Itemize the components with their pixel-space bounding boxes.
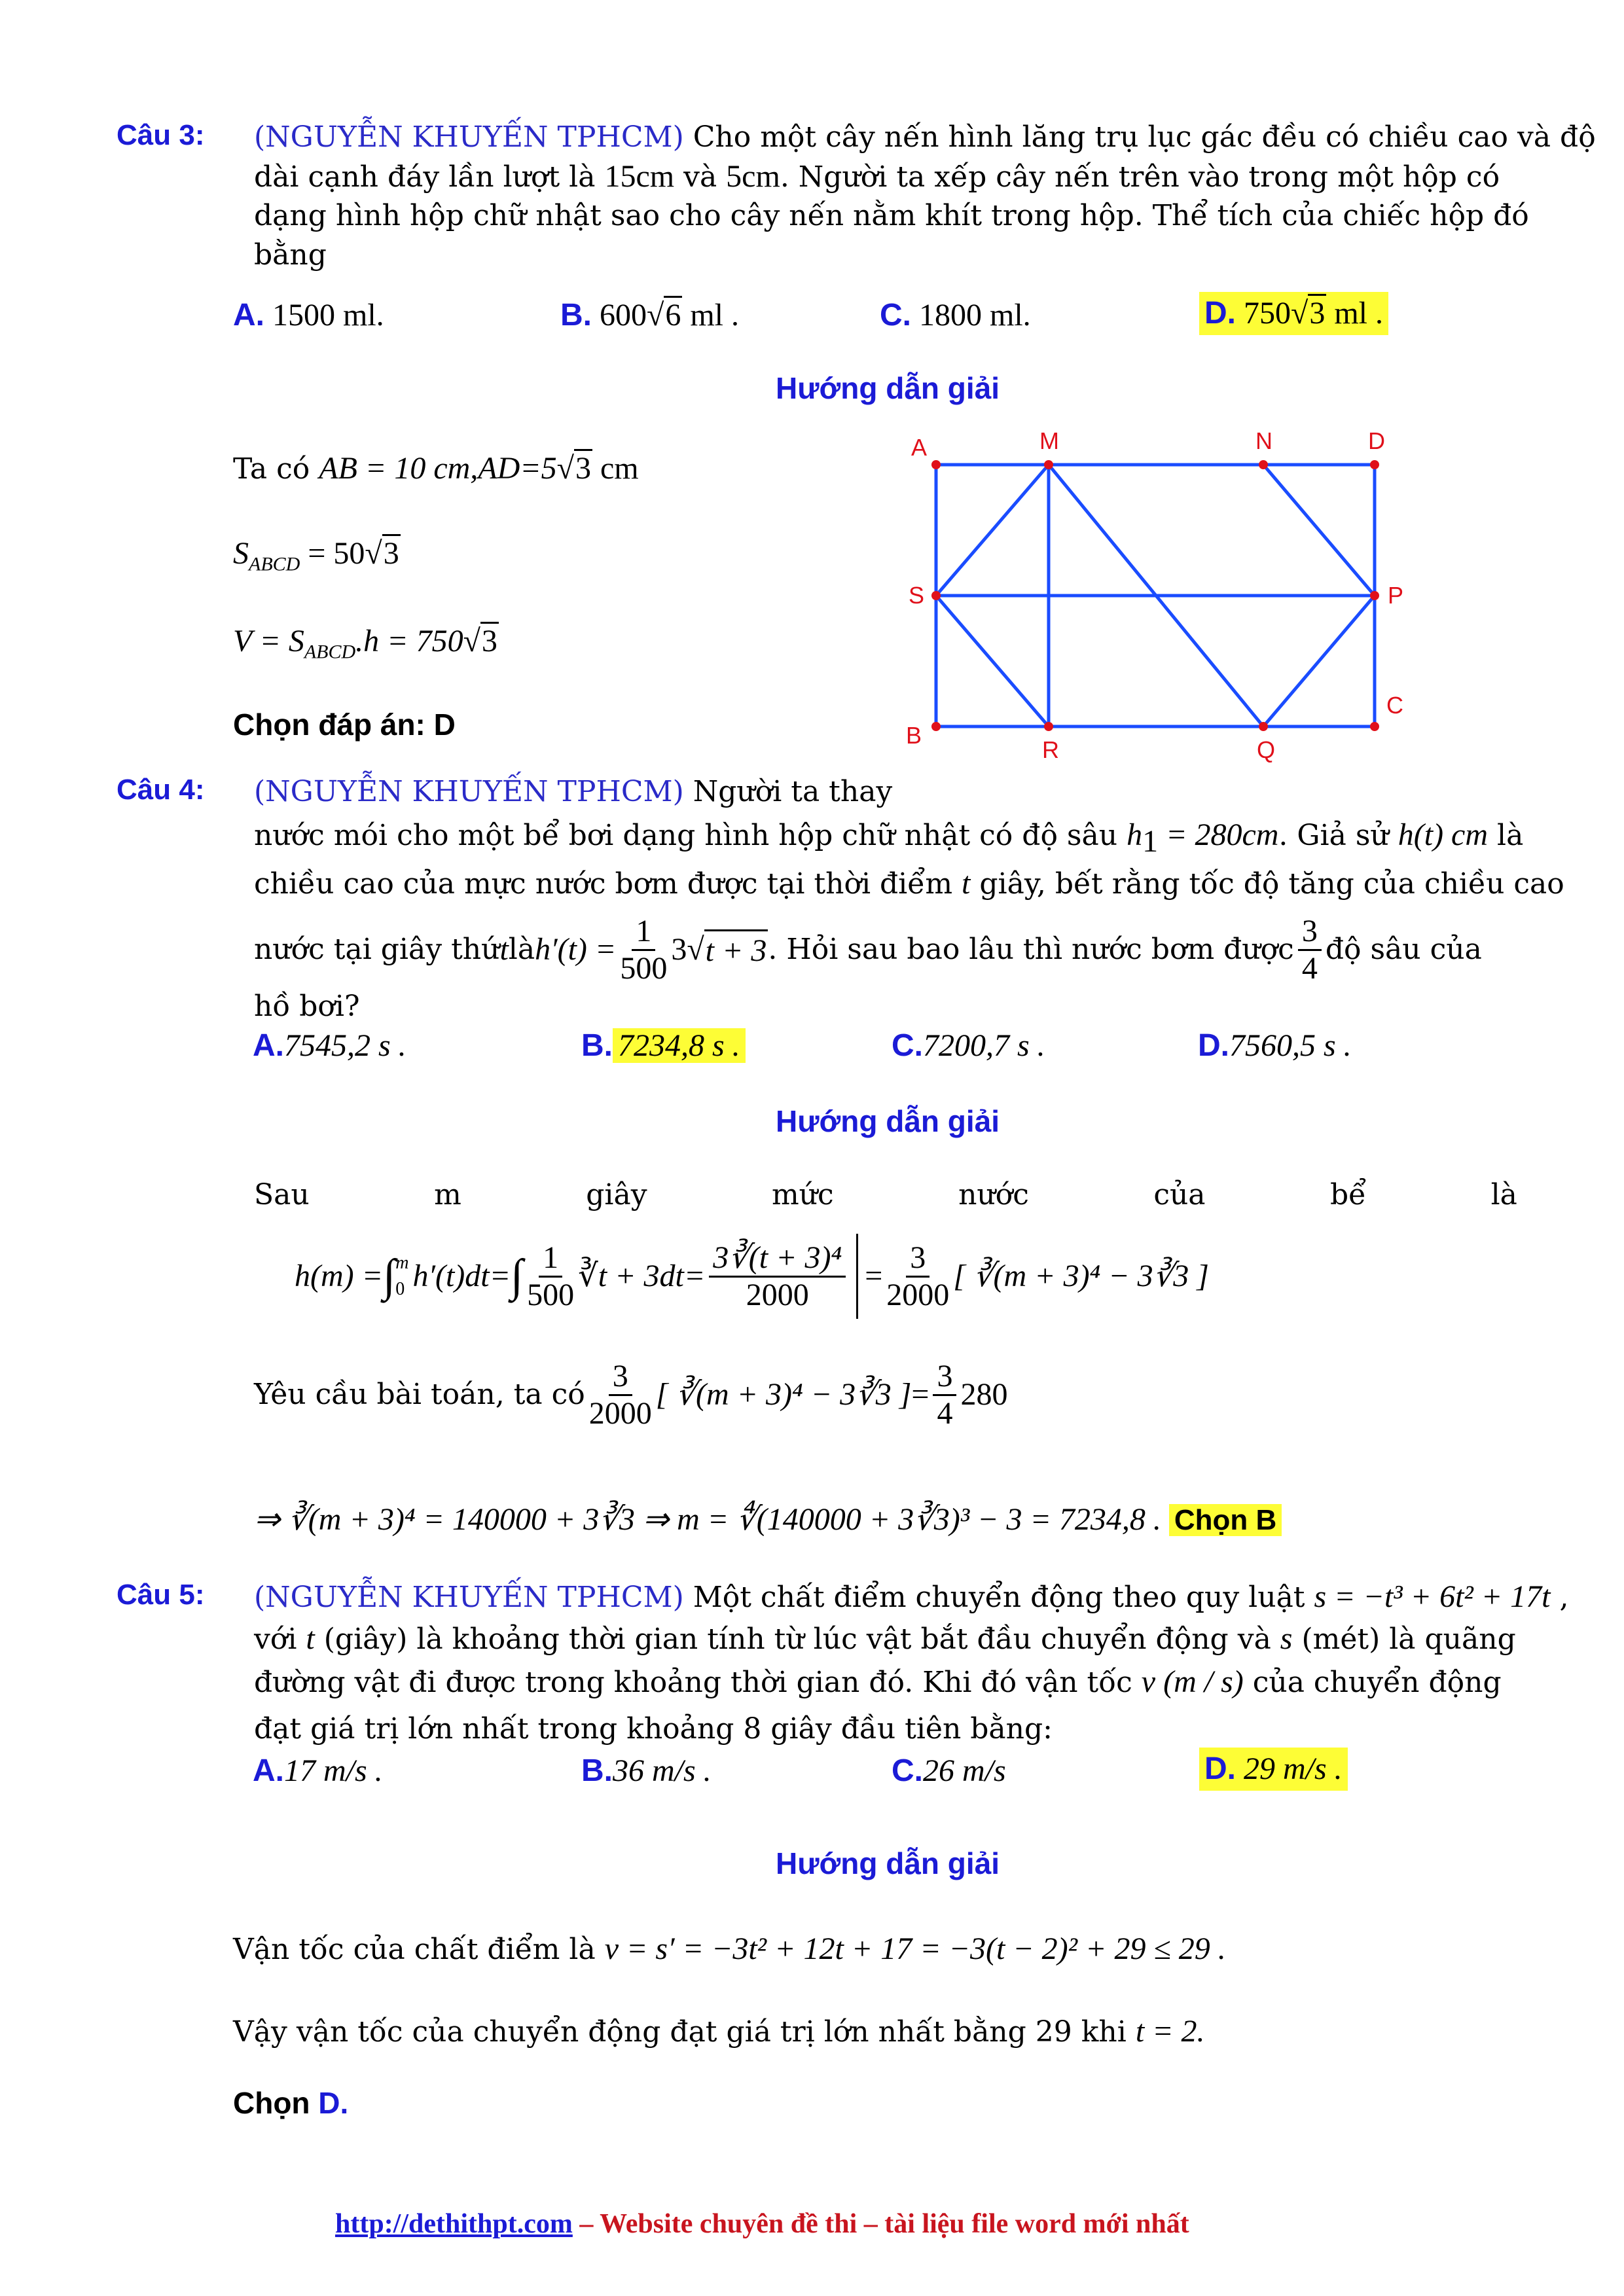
q4-line4: nước tại giây thứ t là h′(t) = $\frac{1}{500}$ 3 √ t + 3 . Hỏi sau bao lâu thì nước bơm được $\frac{3}{4}$ độ sâu của bbox=[254, 913, 1482, 986]
q4-option-d[interactable]: D.7560,5 s . bbox=[1198, 1028, 1352, 1063]
q3-option-a[interactable]: A. 1500 ml. bbox=[233, 298, 384, 332]
q4-option-c[interactable]: C.7200,7 s . bbox=[892, 1028, 1045, 1063]
q3-choose: Chọn đáp án: D bbox=[233, 708, 456, 742]
label-b: B bbox=[906, 722, 922, 749]
q5-line2: với t (giây) là khoảng thời gian tính từ lúc vật bắt đầu chuyển động và s (mét) là quãng bbox=[254, 1621, 1516, 1656]
label-a: A bbox=[911, 434, 928, 461]
label-n: N bbox=[1255, 427, 1272, 454]
line-qp bbox=[1263, 596, 1375, 726]
q3-sol-line3: $V = S_{ABCD}.h = 750√3$ bbox=[233, 622, 499, 672]
q4-final-equation: ⇒ ∛(m + 3)⁴ = 140000 + 3∛3 ⇒ m = ∜(140000 + 3∛3)³ − 3 = 7234,8 . Chọn B bbox=[254, 1500, 1282, 1540]
q5-choose: Chọn D. bbox=[233, 2086, 349, 2120]
q3-source: (NGUYỄN KHUYẾN TPHCM) bbox=[254, 120, 684, 154]
q3-solution-heading: Hướng dẫn giải bbox=[776, 371, 1000, 405]
q5-line4: đạt giá trị lớn nhất trong khoảng 8 giây đầu tiên bằng: bbox=[254, 1712, 1053, 1746]
q4-label: Câu 4: bbox=[117, 774, 205, 806]
q4-option-a[interactable]: A.7545,2 s . bbox=[253, 1028, 406, 1063]
q4-line3: chiều cao của mực nước bơm được tại thời điểm t giây, bết rằng tốc độ tăng của chiều cao bbox=[254, 866, 1564, 901]
point-c bbox=[1370, 722, 1379, 731]
page-footer bbox=[335, 2208, 1189, 2240]
footer-link[interactable]: http://dethithpt.com bbox=[335, 2209, 573, 2239]
q3-line1: (NGUYỄN KHUYẾN TPHCM) Cho một cây nến hình lăng trụ lục gác đều có chiều cao và độ bbox=[254, 120, 1596, 154]
point-a bbox=[931, 460, 941, 469]
q5-line1: (NGUYỄN KHUYẾN TPHCM) Một chất điểm chuyển động theo quy luật s = −t³ + 6t² + 17t , bbox=[254, 1579, 1569, 1614]
q4-sol-sentence: Sau m giây mức nước của bể là bbox=[254, 1178, 1517, 1211]
q5-solution-heading: Hướng dẫn giải bbox=[776, 1846, 1000, 1880]
q3-option-d[interactable]: D. 750√3 ml . bbox=[1199, 292, 1388, 335]
q5-sol-line1: Vận tốc của chất điểm là v = s′ = −3t² + 12t + 17 = −3(t − 2)² + 29 ≤ 29 . bbox=[233, 1931, 1226, 1966]
q3-option-c[interactable]: C. 1800 ml. bbox=[880, 298, 1031, 332]
q4-choose: Chọn B bbox=[1169, 1504, 1282, 1536]
line-ms bbox=[936, 465, 1049, 596]
q5-option-a[interactable]: A.17 m/s . bbox=[253, 1753, 383, 1788]
point-b bbox=[931, 722, 941, 731]
label-d: D bbox=[1368, 427, 1385, 454]
q4-solution-heading: Hướng dẫn giải bbox=[776, 1104, 1000, 1138]
q3-sol-line1: Ta có AB = 10 cm,AD=5√3 cm bbox=[233, 449, 639, 489]
q3-line3: dạng hình hộp chữ nhật sao cho cây nến nằm khít trong hộp. Thể tích của chiếc hộp đó bbox=[254, 199, 1529, 232]
q5-option-d[interactable]: D. 29 m/s . bbox=[1199, 1748, 1348, 1791]
point-n bbox=[1259, 460, 1268, 469]
point-p bbox=[1370, 591, 1379, 600]
label-r: R bbox=[1042, 736, 1059, 763]
label-m: M bbox=[1039, 427, 1059, 454]
line-pn bbox=[1263, 465, 1375, 596]
label-c: C bbox=[1386, 692, 1403, 719]
point-q bbox=[1259, 722, 1268, 731]
q5-option-b[interactable]: B.36 m/s . bbox=[581, 1753, 712, 1788]
q4-line5: hồ bơi? bbox=[254, 990, 360, 1023]
q3-label: Câu 3: bbox=[117, 119, 205, 151]
point-r bbox=[1044, 722, 1053, 731]
q5-label: Câu 5: bbox=[117, 1579, 205, 1611]
q4-line2: nước mói cho một bể bơi dạng hình hộp chữ nhật có độ sâu $h_1 = 280cm$. Giả sử h(t) cm là bbox=[254, 817, 1524, 859]
label-s: S bbox=[909, 582, 925, 609]
label-p: P bbox=[1388, 582, 1404, 609]
q3-line2: dài cạnh đáy lần lượt là 15cm và 5cm. Người ta xếp cây nến trên vào trong một hộp có bbox=[254, 159, 1500, 194]
q5-line3: đường vật đi được trong khoảng thời gian đó. Khi đó vận tốc v (m / s) của chuyển động bbox=[254, 1664, 1502, 1699]
q3-sol-line2: $S_{ABCD} = 50√3$ bbox=[233, 534, 401, 584]
point-d bbox=[1370, 460, 1379, 469]
q3-rectangle-figure bbox=[897, 419, 1420, 772]
line-sr bbox=[936, 596, 1049, 726]
point-s bbox=[931, 591, 941, 600]
q4-option-b[interactable]: B. 7234,8 s . bbox=[581, 1026, 746, 1066]
footer-text: – Website chuyên đề thi – tài liệu file word mới nhất bbox=[572, 2209, 1189, 2239]
q4-line1: (NGUYỄN KHUYẾN TPHCM) Người ta thay bbox=[254, 775, 893, 808]
q5-option-c[interactable]: C.26 m/s bbox=[892, 1753, 1006, 1788]
q4-integral-equation: h(m) = ∫ m 0 h′(t)dt= ∫ $\frac{1}{500}$ ∛ t + 3dt= $\frac{\text{3∛(t + 3)⁴}}{2000}$ = $\frac{3}{2000}$ [ ∛(m + 3)⁴ − 3∛3 ] bbox=[295, 1224, 1209, 1329]
q3-line4: bằng bbox=[254, 238, 327, 272]
label-q: Q bbox=[1257, 736, 1276, 763]
point-m bbox=[1044, 460, 1053, 469]
q3-option-b[interactable]: B. 600√6 ml . bbox=[560, 296, 739, 335]
q5-sol-line2: Vậy vận tốc của chuyển động đạt giá trị lớn nhất bằng 29 khi t = 2. bbox=[233, 2014, 1205, 2049]
q4-requirement: Yêu cầu bài toán, ta có $\frac{3}{2000}$ [ ∛(m + 3)⁴ − 3∛3 ] = $\frac{3}{4}$ 280 bbox=[254, 1358, 1008, 1431]
